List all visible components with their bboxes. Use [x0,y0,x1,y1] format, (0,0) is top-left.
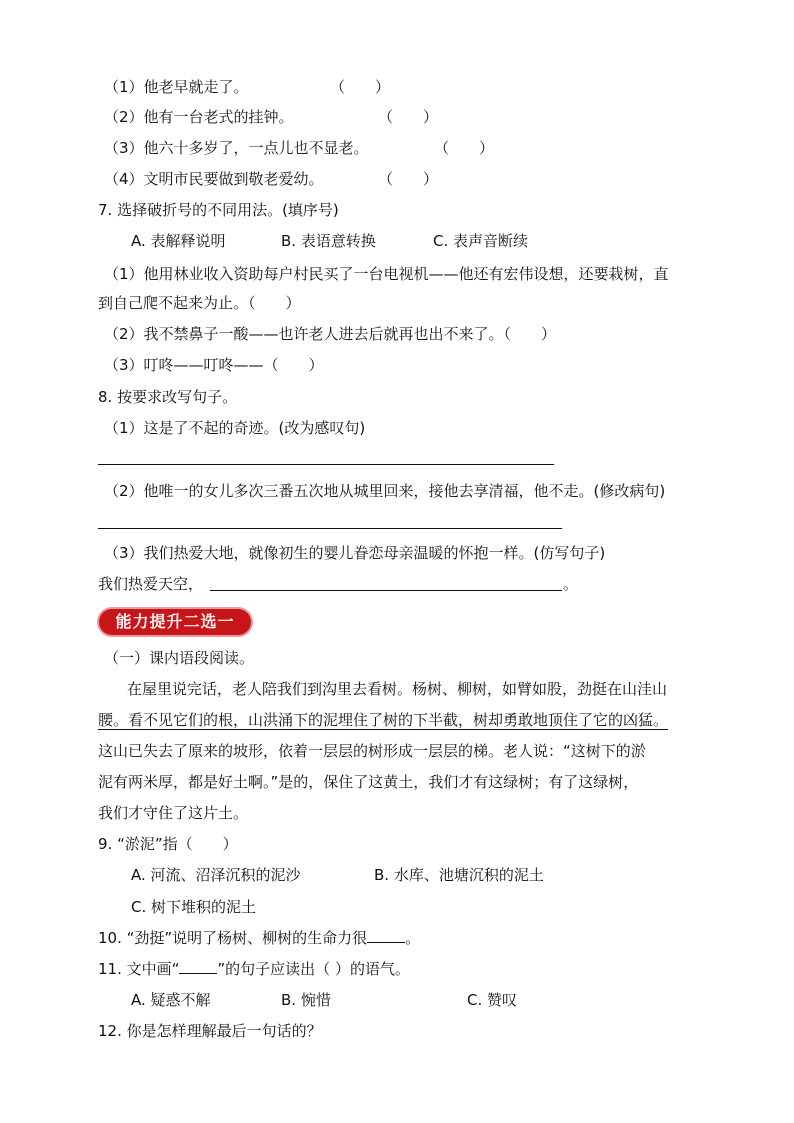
q11-option-a: A. 疑惑不解 [131,991,211,1009]
q7-option-b: B. 表语意转换 [281,232,376,250]
q7-item-3: （3）叮咚——叮咚——（ ） [104,356,324,374]
q10-end: 。 [405,929,421,947]
q6-item-4: （4）文明市民要做到敬老爱幼。 [104,170,324,188]
passage-line-5: 我们才守住了这片土。 [98,804,249,822]
q10-text: 10. “劲挺”说明了杨树、柳树的生命力很 [98,929,368,947]
q10-question [98,928,420,948]
q8-item-2-answer-line[interactable] [98,528,562,529]
q6-item-3-answer[interactable]: （ ） [434,139,495,157]
q7-option-c: C. 表声音断续 [433,232,529,250]
q11-text-start: 11. 文中画“ [98,960,180,978]
reading-heading: （一）课内语段阅读。 [104,649,255,667]
q6-item-2: （2）他有一台老式的挂钟。 [104,108,294,126]
passage-line-1: 在屋里说完话，老人陪我们到沟里去看树。杨树、柳树，如臂如股，劲挺在山洼山 [127,680,668,698]
q9-option-c: C. 树下堆积的泥土 [131,898,257,916]
passage-line-3: 这山已失去了原来的坡形，依着一层层的树形成一层层的梯。老人说：“这树下的淤 [98,742,646,760]
q7-item-1-line-2: 到自己爬不起来为止。（ ） [98,294,301,312]
passage-line-2-underlined: 腰。看不见它们的根，山洪涌下的泥埋住了树的下半截，树却勇敢地顶住了它的凶猛。 [98,711,669,729]
q6-item-3: （3）他六十多岁了，一点儿也不显老。 [104,139,369,157]
q8-item-3-answer-line[interactable] [210,590,562,591]
q7-title: 7. 选择破折号的不同用法。(填序号) [98,201,339,219]
q6-item-1: （1）他老早就走了。 [104,78,249,96]
q11-option-b: B. 惋惜 [281,991,331,1009]
q9-option-a: A. 河流、沼泽沉积的泥沙 [131,866,301,884]
q8-item-3-suffix: 。 [563,575,579,593]
q11-text-end: ”的句子应读出（ ）的语气。 [217,960,410,978]
q6-item-4-answer[interactable]: （ ） [378,170,439,188]
q6-item-2-answer[interactable]: （ ） [378,108,439,126]
q10-answer-blank[interactable] [367,928,405,943]
q9-option-b: B. 水库、池塘沉积的泥土 [374,866,544,884]
q7-item-1-line-1: （1）他用林业收入资助每户村民买了一台电视机——他还有宏伟设想，还要栽树，直 [104,265,669,283]
q11-option-c: C. 赞叹 [467,991,518,1009]
q8-item-1-answer-line[interactable] [98,464,554,465]
q8-title: 8. 按要求改写句子。 [98,388,238,406]
q11-question [98,959,410,979]
q8-item-3-prefix: 我们热爱天空， [98,575,204,593]
q12-title: 12. 你是怎样理解最后一句话的？ [98,1022,322,1040]
q8-item-3: （3）我们热爱大地，就像初生的婴儿眷恋母亲温暖的怀抱一样。(仿写句子) [104,544,606,562]
passage-line-4: 泥有两米厚，都是好土啊。”是的，保住了这黄土，我们才有这绿树；有了这绿树， [98,773,639,791]
q6-item-1-answer[interactable]: （ ） [330,78,391,96]
section-badge: 能力提升二选一 [99,609,251,635]
q7-item-2: （2）我不禁鼻子一酸——也许老人进去后就再也出不来了。（ ） [104,325,557,343]
q8-item-2: （2）他唯一的女儿多次三番五次地从城里回来，接他去享清福，他不走。(修改病句) [104,482,666,500]
q8-item-1: （1）这是了不起的奇迹。(改为感叹句) [104,419,366,437]
q9-title: 9. “淤泥”指（ ） [98,835,238,853]
q11-underline-sample [179,959,217,974]
q7-option-a: A. 表解释说明 [131,232,226,250]
